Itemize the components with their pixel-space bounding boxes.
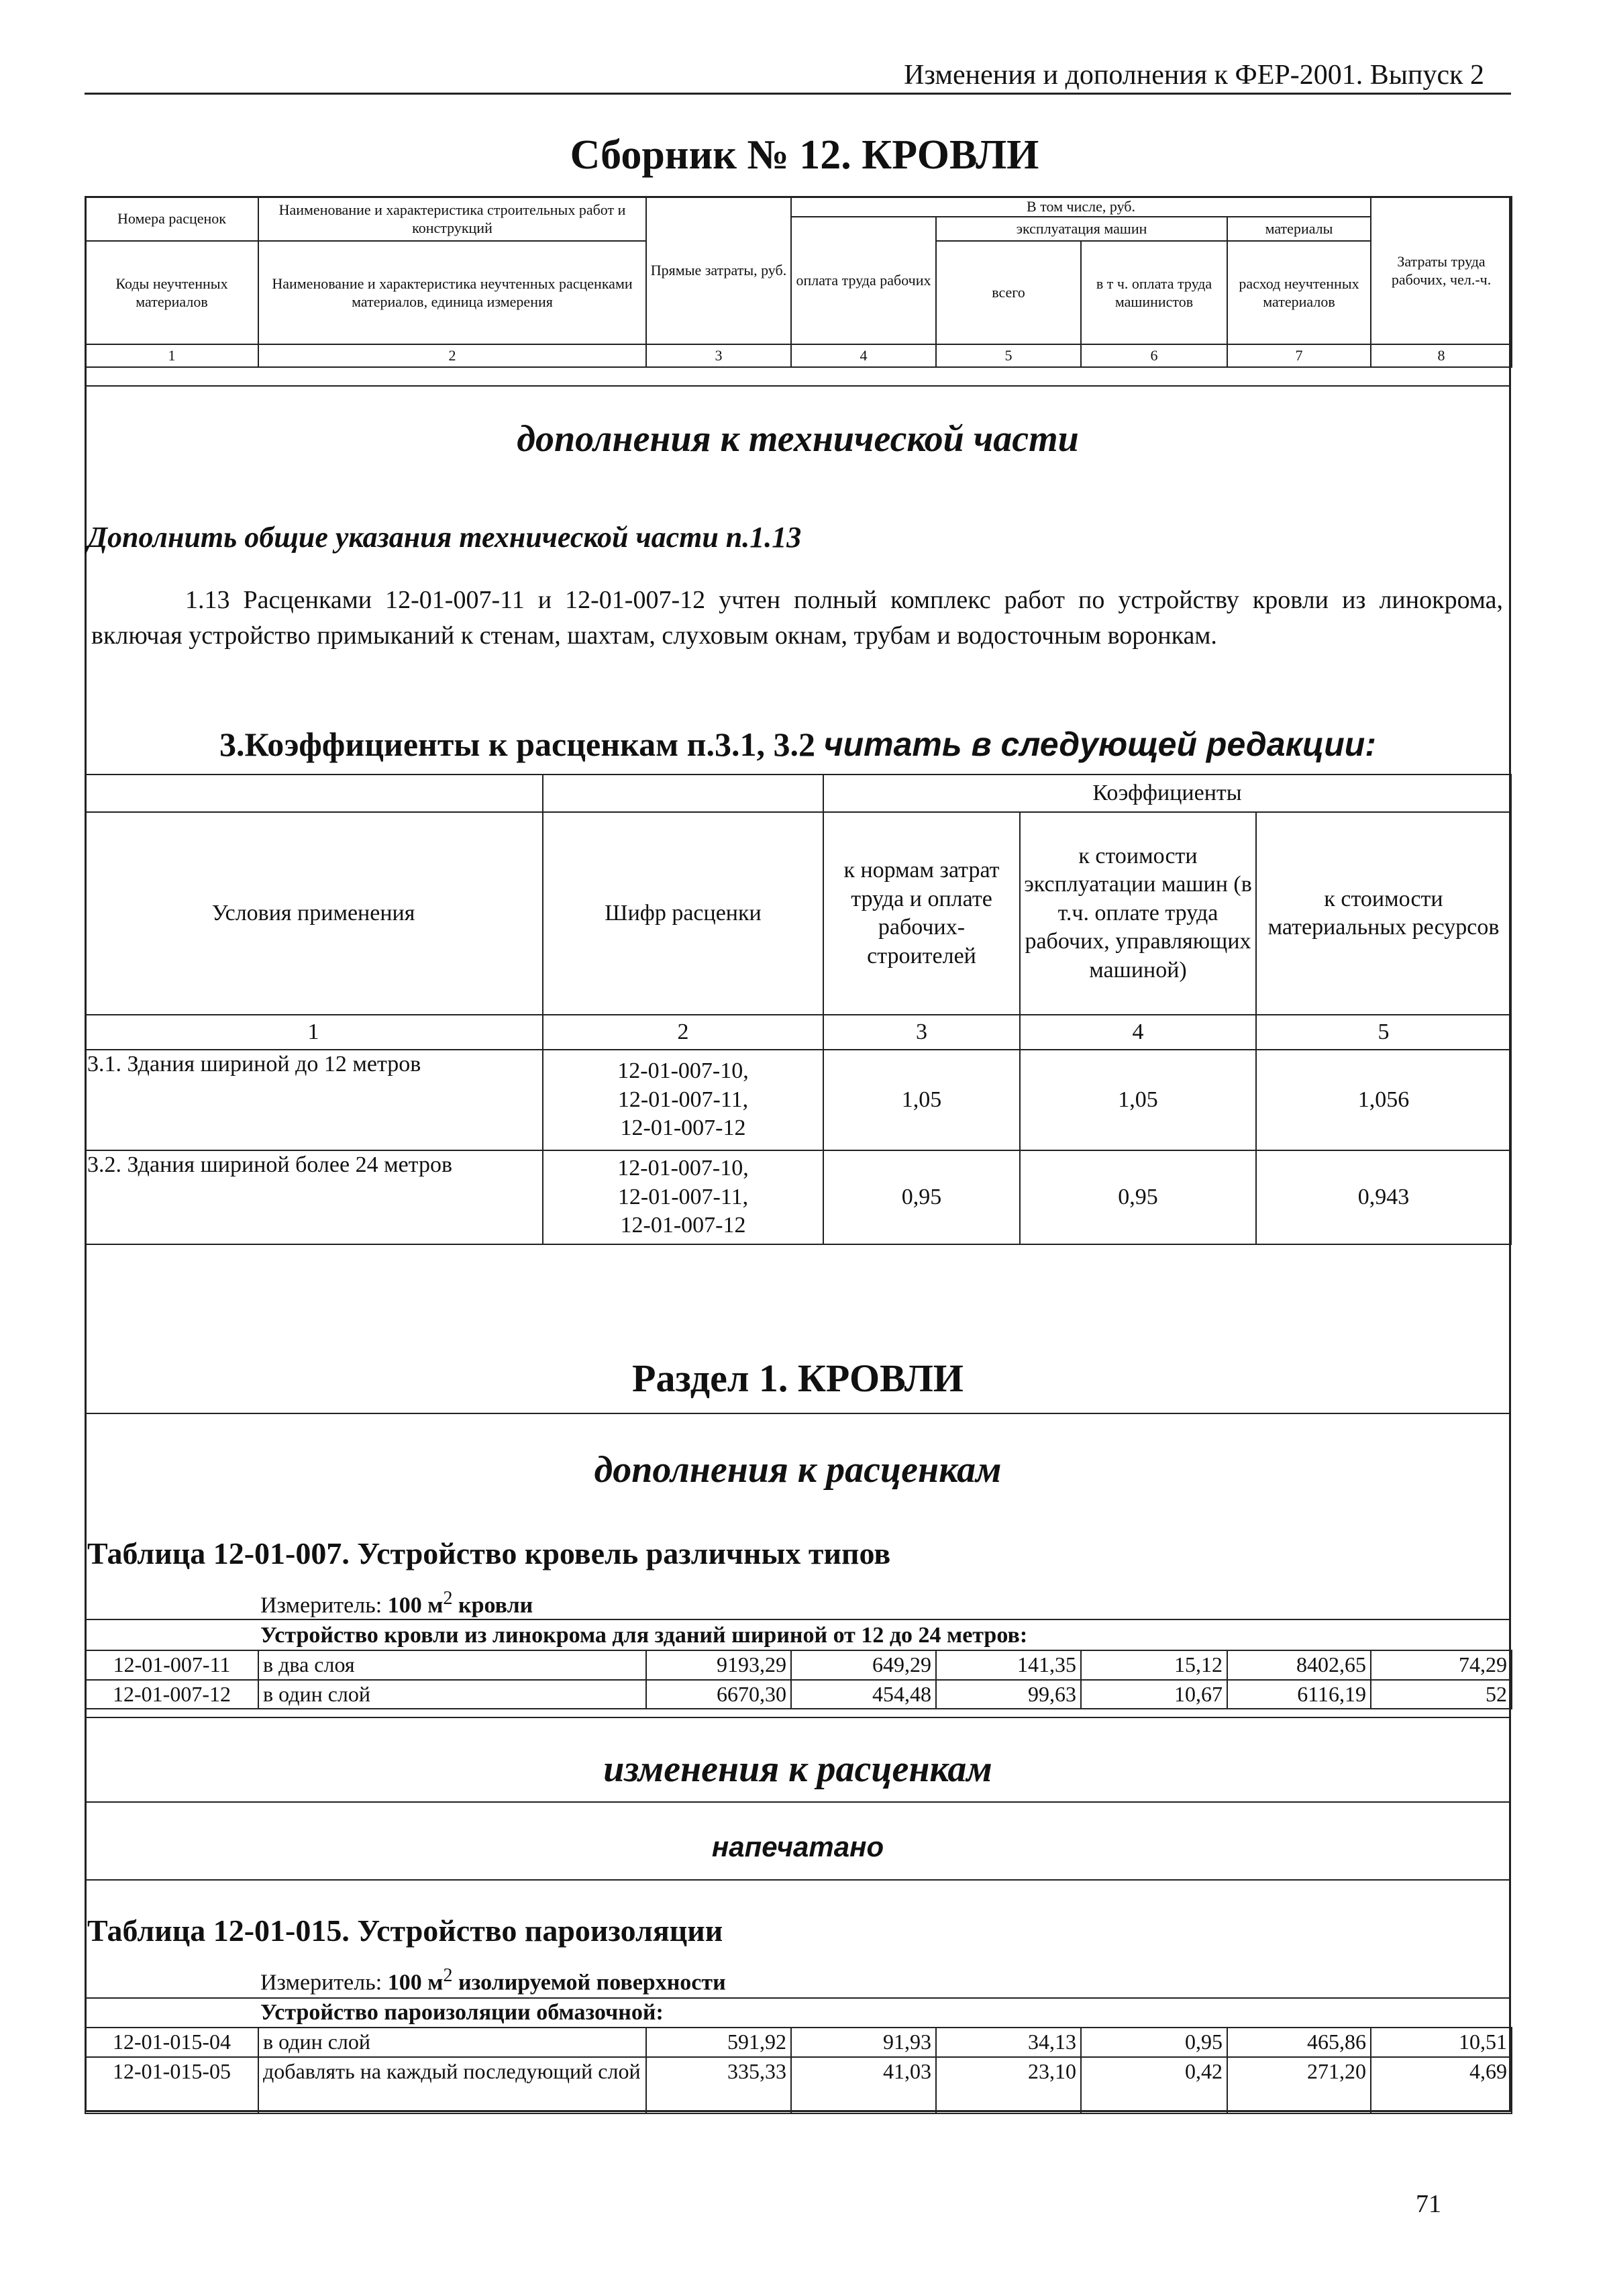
coef-col-number: 2 [543, 1015, 823, 1050]
coef-col-number: 3 [823, 1015, 1020, 1050]
rate-labor-pay: 41,03 [791, 2057, 936, 2113]
col-rate-numbers: Номера расценок [85, 197, 258, 241]
rate-code: 12-01-015-04 [85, 2028, 258, 2057]
col-number: 3 [646, 344, 791, 367]
col-in-total: В том числе, руб. [791, 197, 1371, 217]
col-unaccounted-names: Наименование и характеристика неучтенных расценками материалов, единица измерения [258, 241, 646, 344]
coef-code: 12-01-007-12 [620, 1213, 746, 1238]
divider [85, 1717, 1511, 1718]
col-number: 1 [85, 344, 258, 367]
measure-sup: 2 [443, 1965, 453, 1986]
rate-labor-pay: 454,48 [791, 1680, 936, 1709]
coef-value: 0,95 [1020, 1150, 1256, 1244]
rate-name: в два слоя [258, 1650, 646, 1680]
rate-machines: 141,35 [936, 1650, 1081, 1680]
measure-suffix: изолируемой поверхности [458, 1970, 726, 1995]
coef-row [85, 1050, 1511, 1150]
coef-code: 12-01-007-11, [617, 1087, 749, 1112]
rate-code: 12-01-007-11 [85, 1650, 258, 1680]
rate-machines: 99,63 [936, 1680, 1081, 1709]
coef-code: 12-01-007-10, [617, 1156, 749, 1181]
coef-row [85, 1150, 1511, 1244]
coefficients-title-plain: 3.Коэффициенты к расценкам п.3.1, 3.2 [219, 726, 815, 763]
table-row [85, 1680, 1512, 1709]
col-drivers-pay: в т ч. оплата труда машинистов [1081, 241, 1227, 344]
coef-col-number: 1 [85, 1015, 543, 1050]
measure-value: 100 м [387, 1970, 444, 1995]
measure-sup: 2 [443, 1588, 453, 1609]
divider [85, 1997, 1511, 1999]
col-number: 4 [791, 344, 936, 367]
table1-rates [85, 1650, 1512, 1709]
coef-col-number: 5 [1256, 1015, 1511, 1050]
coef-value: 1,05 [823, 1050, 1020, 1150]
coefficients-table [85, 774, 1512, 1245]
col-unaccounted-codes: Коды неучтенных материалов [85, 241, 258, 344]
printed-label: напечатано [711, 1831, 884, 1862]
table2-rates [85, 2027, 1512, 2114]
coefficients-title-italic: читать в следующей редакции: [823, 726, 1376, 763]
rate-machines: 34,13 [936, 2028, 1081, 2057]
measure-prefix: Измеритель: [260, 1970, 382, 1995]
rate-direct: 335,33 [646, 2057, 791, 2113]
rate-direct: 591,92 [646, 2028, 791, 2057]
rate-labor-pay: 91,93 [791, 2028, 936, 2057]
coef-empty-cell [85, 775, 543, 812]
table2-subheading: Устройство пароизоляции обмазочной: [260, 2000, 664, 2025]
paragraph-1-13 [91, 583, 1503, 654]
col-direct-costs: Прямые затраты, руб. [646, 197, 791, 344]
divider [85, 1619, 1511, 1620]
rate-materials: 6116,19 [1227, 1680, 1371, 1709]
section-change-rates: изменения к расценкам [603, 1748, 992, 1790]
coef-condition: 3.1. Здания шириной до 12 метров [85, 1050, 543, 1150]
coef-code: 12-01-007-11, [617, 1184, 749, 1209]
divider [85, 1413, 1511, 1414]
coef-header-code: Шифр расценки [543, 812, 823, 1015]
rate-name: добавлять на каждый последующий слой [258, 2057, 646, 2113]
col-number: 7 [1227, 344, 1371, 367]
paragraph-text: 1.13 Расценками 12-01-007-11 и 12-01-007-12 учтен полный комплекс работ по устройству кровли из линокрома, включая устройство примыканий к стенам, шахтам, слуховым окнам, трубам и водосточным воронкам. [91, 586, 1503, 650]
coef-value: 1,056 [1256, 1050, 1511, 1150]
column-header-table [85, 196, 1512, 368]
table-row [85, 2028, 1512, 2057]
col-number: 6 [1081, 344, 1227, 367]
rate-code: 12-01-015-05 [85, 2057, 258, 2113]
table-row [85, 2057, 1512, 2113]
rate-labor-cost: 74,29 [1371, 1650, 1512, 1680]
rate-materials: 8402,65 [1227, 1650, 1371, 1680]
table2-measure [260, 1965, 726, 1995]
col-labor-cost: Затраты труда рабочих, чел.-ч. [1371, 197, 1512, 344]
measure-suffix: кровли [458, 1593, 533, 1618]
divider [85, 1801, 1511, 1803]
rate-drivers: 0,42 [1081, 2057, 1227, 2113]
rate-direct: 6670,30 [646, 1680, 791, 1709]
divider [85, 385, 1511, 387]
divider [85, 1879, 1511, 1881]
col-machines: эксплуатация машин [936, 217, 1227, 241]
rate-labor-cost: 10,51 [1371, 2028, 1512, 2057]
table1-title: Таблица 12-01-007. Устройство кровель различных типов [87, 1536, 891, 1570]
rate-name: в один слой [258, 1680, 646, 1709]
page-title: Сборник № 12. КРОВЛИ [570, 132, 1039, 178]
table1-subheading: Устройство кровли из линокрома для зданий шириной от 12 до 24 метров: [260, 1623, 1028, 1648]
rate-materials: 271,20 [1227, 2057, 1371, 2113]
rate-drivers: 0,95 [1081, 2028, 1227, 2057]
coef-header-coefficients: Коэффициенты [823, 775, 1511, 812]
rate-materials: 465,86 [1227, 2028, 1371, 2057]
coefficients-title [85, 725, 1511, 764]
rate-labor-cost: 4,69 [1371, 2057, 1512, 2113]
coef-codes [543, 1050, 823, 1150]
coef-col-number: 4 [1020, 1015, 1256, 1050]
col-number: 2 [258, 344, 646, 367]
col-materials: материалы [1227, 217, 1371, 241]
table1-measure [260, 1588, 533, 1618]
table2-title: Таблица 12-01-015. Устройство пароизоляции [87, 1913, 723, 1948]
section-heading-roofs: Раздел 1. КРОВЛИ [632, 1356, 964, 1400]
coef-header-machines: к стоимости эксплуатации машин (в т.ч. оплате труда рабочих, управляющих машиной) [1020, 812, 1256, 1015]
section-add-rates: дополнения к расценкам [594, 1449, 1002, 1491]
measure-prefix: Измеритель: [260, 1593, 382, 1618]
col-labor-pay: оплата труда рабочих [791, 217, 936, 344]
coef-code: 12-01-007-12 [620, 1115, 746, 1141]
running-header: Изменения и дополнения к ФЕР-2001. Выпуск 2 [904, 60, 1484, 91]
coef-value: 0,943 [1256, 1150, 1511, 1244]
section-tech-part: дополнения к технической части [517, 418, 1079, 460]
rate-code: 12-01-007-12 [85, 1680, 258, 1709]
measure-value: 100 м [387, 1593, 444, 1618]
table-row [85, 1650, 1512, 1680]
col-number: 5 [936, 344, 1081, 367]
col-unaccounted-materials: расход неучтенных материалов [1227, 241, 1371, 344]
col-machines-total: всего [936, 241, 1081, 344]
coef-empty-cell [543, 775, 823, 812]
coef-value: 0,95 [823, 1150, 1020, 1244]
header-rule [85, 93, 1511, 95]
coef-code: 12-01-007-10, [617, 1058, 749, 1084]
coef-value: 1,05 [1020, 1050, 1256, 1150]
col-number: 8 [1371, 344, 1512, 367]
coef-condition: 3.2. Здания шириной более 24 метров [85, 1150, 543, 1244]
coef-header-materials: к стоимости материальных ресурсов [1256, 812, 1511, 1015]
coef-codes [543, 1150, 823, 1244]
rate-drivers: 15,12 [1081, 1650, 1227, 1680]
rate-labor-cost: 52 [1371, 1680, 1512, 1709]
add-general-instructions: Дополнить общие указания технической части п.1.13 [87, 521, 802, 554]
page-number: 71 [1416, 2190, 1441, 2218]
coef-header-labor: к нормам затрат труда и оплате рабочих-строителей [823, 812, 1020, 1015]
coef-header-conditions: Условия применения [85, 812, 543, 1015]
rate-direct: 9193,29 [646, 1650, 791, 1680]
rate-labor-pay: 649,29 [791, 1650, 936, 1680]
rate-machines: 23,10 [936, 2057, 1081, 2113]
rate-name: в один слой [258, 2028, 646, 2057]
rate-drivers: 10,67 [1081, 1680, 1227, 1709]
col-work-name: Наименование и характеристика строительных работ и конструкций [258, 197, 646, 241]
